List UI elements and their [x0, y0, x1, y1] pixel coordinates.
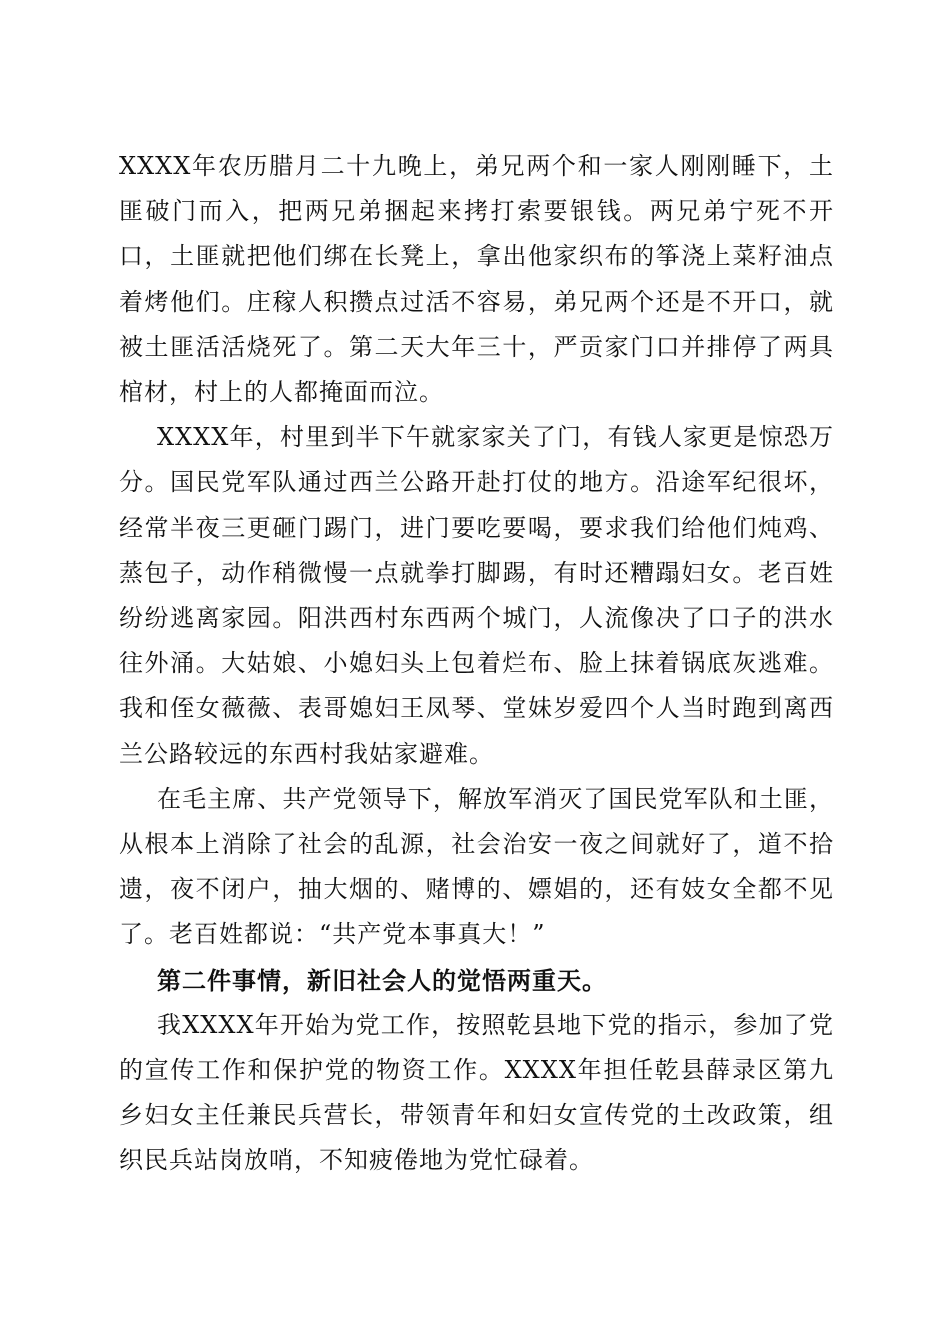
paragraph-2: XXXX年，村里到半下午就家家关了门，有钱人家更是惊恐万分。国民党军队通过西兰公路开赴打仗的地方。沿途军纪很坏，经常半夜三更砸门踢门，进门要吃要喝，要求我们给他们炖鸡、蒸包子，动作稍微慢一点就拳打脚踢，有时还糟蹋妇女。老百姓纷纷逃离家园。阳洪西村东西两个城门，人流像决了口子的洪水往外涌。大姑娘、小媳妇头上包着烂布、脸上抹着锅底灰逃难。我和侄女薇薇、表哥媳妇王凤琴、堂妹岁爱四个人当时跑到离西兰公路较远的东西村我姑家避难。: [119, 423, 834, 768]
document-body: [119, 144, 834, 1184]
section-heading: 第二件事情，新旧社会人的觉悟两重天。: [157, 965, 607, 995]
paragraph-1: XXXX年农历腊月二十九晚上，弟兄两个和一家人刚刚睡下，土匪破门而入，把两兄弟捆起来拷打索要银钱。两兄弟宁死不开口，土匪就把他们绑在长凳上，拿出他家织布的筝浇上菜籽油点着烤他们。庄稼人积攒点过活不容易，弟兄两个还是不开口，就被土匪活活烧死了。第二天大年三十，严贡家门口并排停了两具棺材，村上的人都掩面而泣。: [119, 152, 834, 407]
paragraph-3: 在毛主席、共产党领导下，解放军消灭了国民党军队和土匪，从根本上消除了社会的乱源，社会治安一夜之间就好了，道不拾遗，夜不闭户，抽大烟的、赌博的、嫖娼的，还有妓女全都不见了。老百姓都说：“共产党本事真大！”: [119, 784, 834, 949]
paragraph-4: 我XXXX年开始为党工作，按照乾县地下党的指示，参加了党的宣传工作和保护党的物资工作。XXXX年担任乾县薛录区第九乡妇女主任兼民兵营长，带领青年和妇女宣传党的土改政策，组织民兵站岗放哨，不知疲倦地为党忙碌着。: [119, 1010, 834, 1175]
